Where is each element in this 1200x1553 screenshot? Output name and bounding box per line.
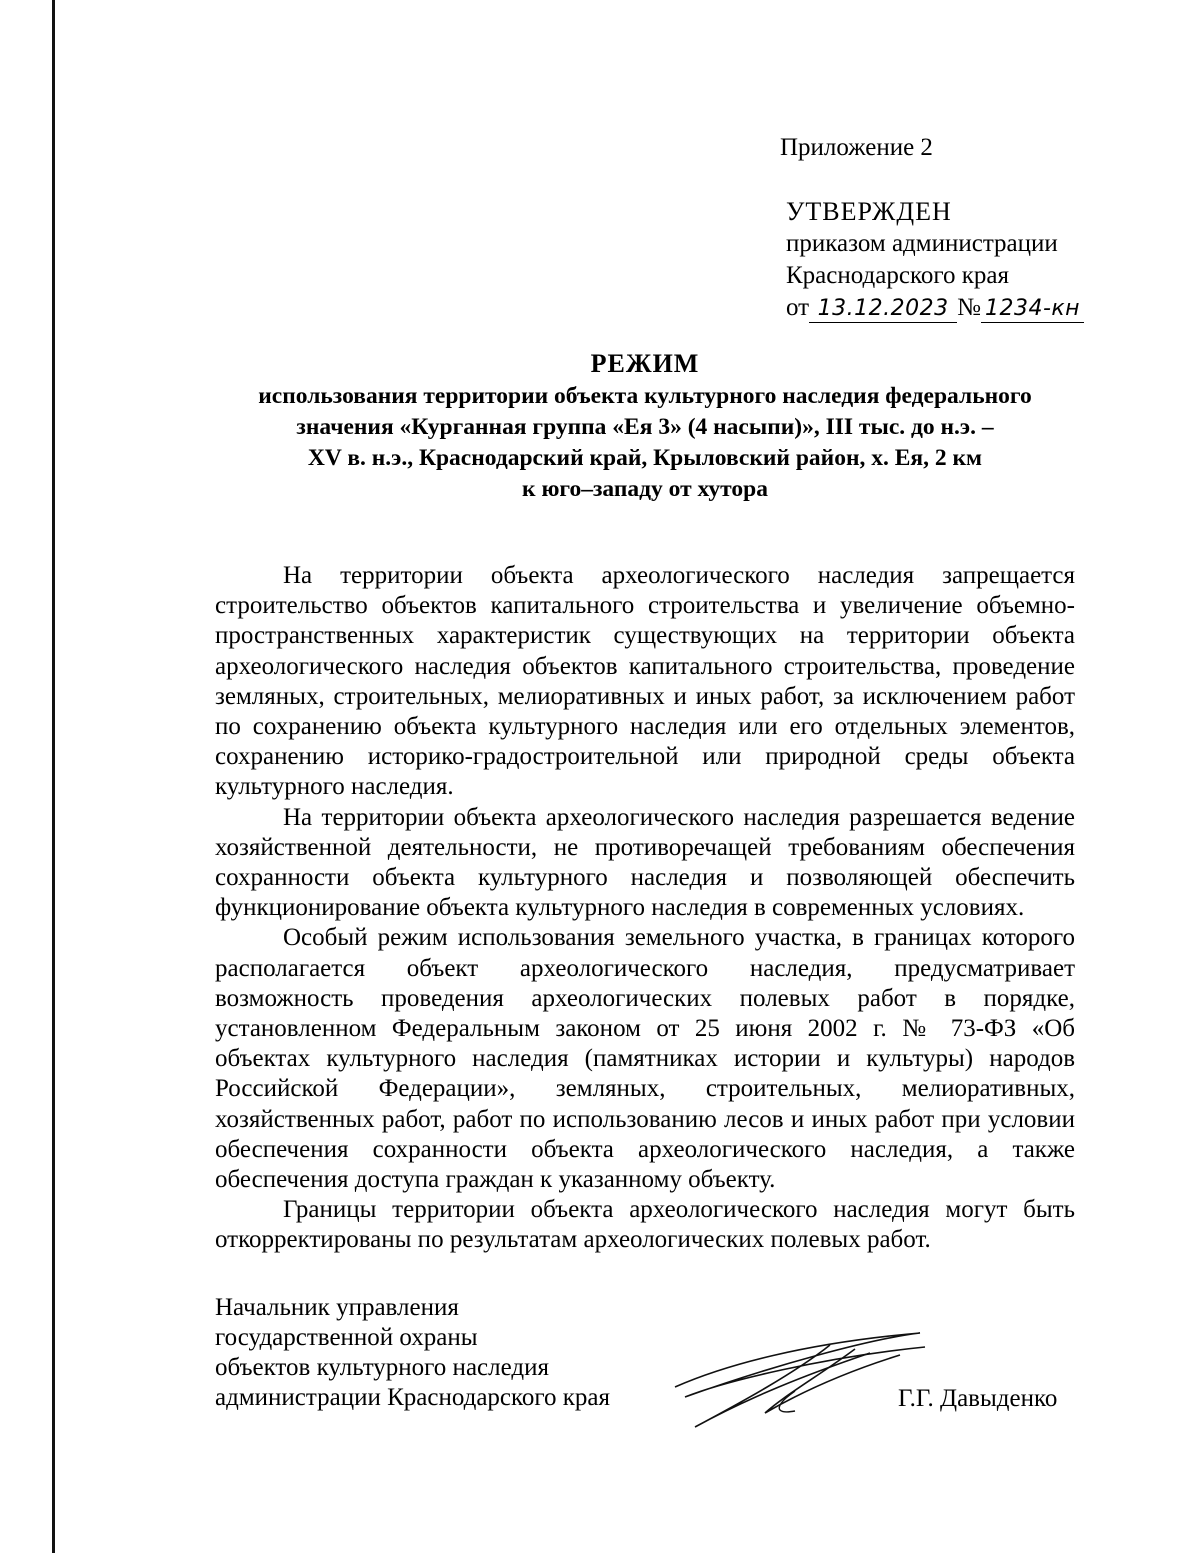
signatory-title (215, 1293, 610, 1413)
order-date-number (786, 292, 1084, 324)
signatory-title-line-1: Начальник управления (215, 1294, 459, 1321)
signatory-title-line-2: государственной охраны (215, 1324, 478, 1351)
title-line-4: к юго–западу от хутора (522, 476, 768, 502)
paragraph: Особый режим использования земельного участка, в границах которого располагается объект археологического наследия, предусматривает возможность проведения археологических полевых работ в порядке, установленном Федеральным законом от 25 июня 2002 г. № 73-ФЗ «Об объектах культурного наследия (памятниках истории и культуры) народов Российской Федерации», земляных, строительных, мелиоративных, хозяйственных работ, работ по использованию лесов и иных работ при условии обеспечения сохранности объекта археологического наследия, а также обеспечения доступа граждан к указанному объекту. (215, 924, 1075, 1194)
signatory-title-line-4: администрации Краснодарского края (215, 1384, 611, 1411)
signatory-name: Г.Г. Давыденко (898, 1385, 1058, 1412)
signatory-title-line-3: объектов культурного наследия (215, 1354, 549, 1381)
page-edge-line (52, 0, 55, 1553)
order-number: 1234-кн (981, 296, 1084, 323)
title-line-2: значения «Курганная группа «Ея 3» (4 насыпи)», III тыс. до н.э. – (296, 414, 994, 440)
approval-block (786, 196, 1084, 324)
approved-by-line-1: приказом администрации (786, 230, 1058, 257)
paragraph: На территории объекта археологического наследия разрешается ведение хозяйственной деятельности, не противоречащей требованиям обеспечения сохранности объекта культурного наследия и позволяющей обеспечить функционирование объекта культурного наследия в современных условиях. (215, 803, 1075, 922)
order-date: 13.12.2023 (809, 296, 957, 323)
number-prefix: № (957, 294, 981, 321)
annex-label: Приложение 2 (780, 134, 933, 161)
date-prefix: от (786, 294, 810, 321)
document-body (215, 561, 1075, 1256)
paragraph: На территории объекта археологического наследия запрещается строительство объектов капитального строительства и увеличение объемно-пространственных характеристик существующих на территории объекта археологического наследия объектов капитального строительства, проведение земляных, строительных, мелиоративных и иных работ, за исключением работ по сохранению объекта культурного наследия или его отдельных элементов, сохранению историко-градостроительной или природной среды объекта культурного наследия. (215, 562, 1075, 801)
approved-by-line-2: Краснодарского края (786, 262, 1009, 289)
title-main: РЕЖИМ (590, 349, 700, 378)
paragraph: Границы территории объекта археологического наследия могут быть откорректированы по результатам археологических полевых работ. (215, 1196, 1075, 1254)
title-line-3: XV в. н.э., Краснодарский край, Крыловский район, х. Ея, 2 км (307, 445, 983, 471)
title-line-1: использования территории объекта культурного наследия федерального (258, 383, 1032, 409)
approved-word: УТВЕРЖДЕН (786, 197, 952, 226)
handwritten-signature (655, 1325, 945, 1435)
document-title (210, 348, 1080, 505)
